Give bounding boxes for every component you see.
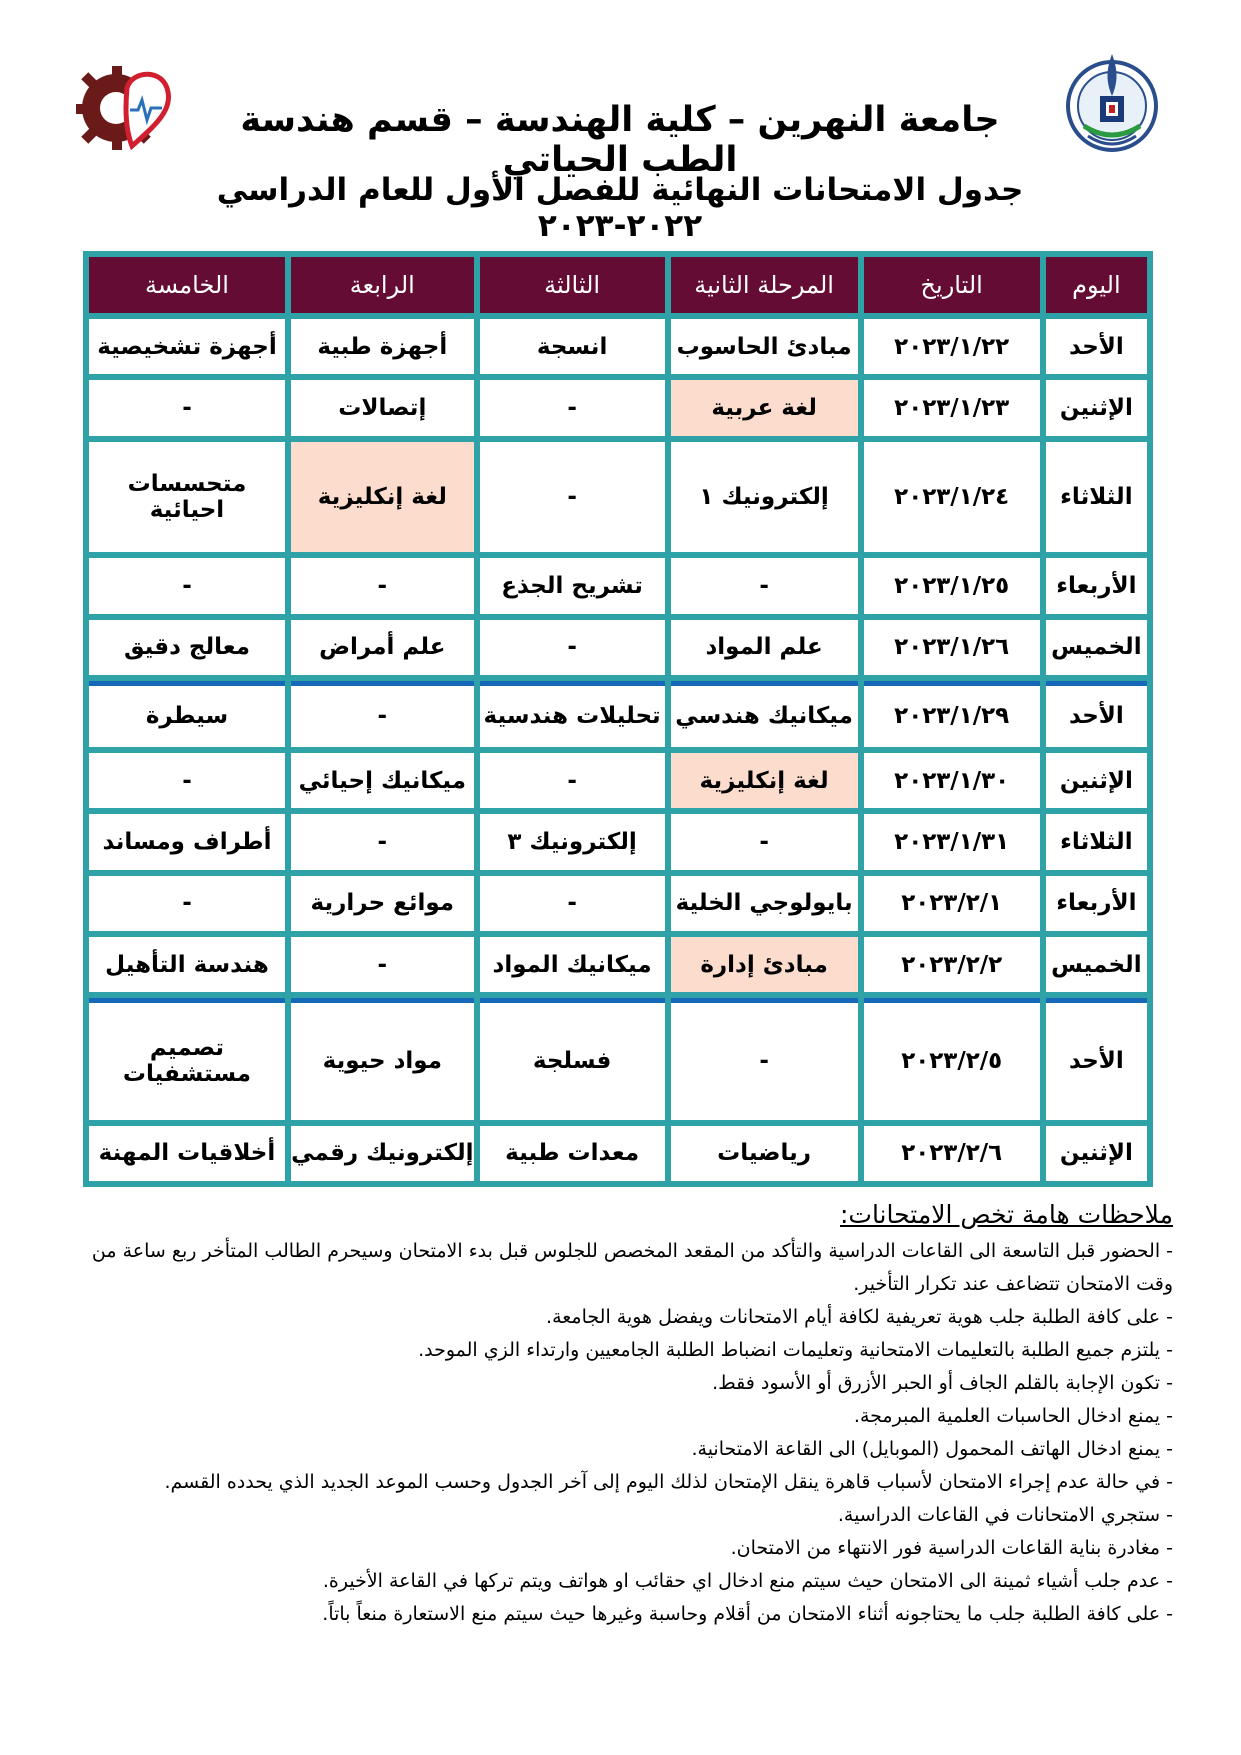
day-cell: الأربعاء: [1046, 558, 1147, 613]
day-cell: الأربعاء: [1046, 876, 1147, 931]
date-cell: ٢٠٢٣/٢/٢: [864, 937, 1040, 992]
date-cell: ٢٠٢٣/١/٢٤: [864, 442, 1040, 553]
list-item: - على كافة الطلبة جلب هوية تعريفية لكافة أيام الامتحانات ويفضل هوية الجامعة.: [546, 1306, 1173, 1328]
date-cell: ٢٠٢٣/١/٢٩: [864, 681, 1040, 747]
stage-4-cell: موائع حرارية: [291, 876, 474, 931]
date-cell: ٢٠٢٣/٢/٥: [864, 998, 1040, 1119]
date-cell: ٢٠٢٣/١/٣٠: [864, 753, 1040, 808]
stage-3-cell: تحليلات هندسية: [480, 681, 665, 747]
day-cell: الأحد: [1046, 998, 1147, 1119]
stage-5-cell: -: [89, 380, 285, 435]
table-row: [89, 558, 1147, 613]
stage-5-cell: -: [89, 558, 285, 613]
stage-2-cell: مبادئ إدارة: [671, 937, 858, 992]
stage-5-cell: تصميم مستشفيات: [89, 998, 285, 1119]
list-item: - مغادرة بناية القاعات الدراسية فور الانتهاء من الامتحان.: [730, 1537, 1173, 1559]
stage-2-cell: -: [671, 814, 858, 869]
stage-4-cell: -: [291, 681, 474, 747]
table-row: [89, 1126, 1147, 1181]
list-item: - ستجري الامتحانات في القاعات الدراسية.: [837, 1504, 1173, 1526]
day-cell: الخميس: [1046, 620, 1147, 675]
exam-schedule-table: [83, 251, 1153, 1187]
stage-3-cell: إلكترونيك ٣: [480, 814, 665, 869]
stage-3-cell: -: [480, 380, 665, 435]
notes-list: [70, 1235, 1173, 1631]
stage-3-cell: -: [480, 620, 665, 675]
table-row: [89, 876, 1147, 931]
day-cell: الثلاثاء: [1046, 814, 1147, 869]
department-logo: [72, 50, 182, 160]
column-header-stage-4: الرابعة: [291, 257, 474, 313]
list-item: - تكون الإجابة بالقلم الجاف أو الحبر الأزرق أو الأسود فقط.: [712, 1372, 1173, 1394]
stage-4-cell: ميكانيك إحيائي: [291, 753, 474, 808]
stage-3-cell: -: [480, 753, 665, 808]
day-cell: الأحد: [1046, 681, 1147, 747]
date-cell: ٢٠٢٣/١/٢٢: [864, 319, 1040, 374]
column-header-stage-5: الخامسة: [89, 257, 285, 313]
stage-5-cell: -: [89, 876, 285, 931]
stage-2-cell: لغة عربية: [671, 380, 858, 435]
stage-2-cell: رياضيات: [671, 1126, 858, 1181]
date-cell: ٢٠٢٣/١/٢٣: [864, 380, 1040, 435]
table-header-row: [89, 257, 1147, 313]
table-row: [89, 937, 1147, 992]
university-emblem: [1062, 48, 1162, 168]
table-row: [89, 998, 1147, 1119]
stage-4-cell: إلكترونيك رقمي: [291, 1126, 474, 1181]
list-item: - على كافة الطلبة جلب ما يحتاجونه أثناء الامتحان من أقلام وحاسبة وغيرها حيث سيتم منع الاستعارة منعاً باتاً.: [322, 1603, 1173, 1625]
stage-2-cell: ميكانيك هندسي: [671, 681, 858, 747]
stage-2-cell: -: [671, 998, 858, 1119]
table-row: [89, 442, 1147, 553]
date-cell: ٢٠٢٣/١/٣١: [864, 814, 1040, 869]
stage-2-cell: إلكترونيك ١: [671, 442, 858, 553]
stage-3-cell: تشريح الجذع: [480, 558, 665, 613]
stage-3-cell: فسلجة: [480, 998, 665, 1119]
table-row: [89, 753, 1147, 808]
stage-2-cell: علم المواد: [671, 620, 858, 675]
table-row: [89, 620, 1147, 675]
list-item: - في حالة عدم إجراء الامتحان لأسباب قاهرة ينقل الإمتحان لذلك اليوم إلى آخر الجدول وحسب الموعد الجديد الذي يحدده القسم.: [164, 1471, 1173, 1493]
date-cell: ٢٠٢٣/٢/١: [864, 876, 1040, 931]
table-row: [89, 319, 1147, 374]
stage-5-cell: أجهزة تشخيصية: [89, 319, 285, 374]
stage-5-cell: متحسسات احيائية: [89, 442, 285, 553]
stage-4-cell: مواد حيوية: [291, 998, 474, 1119]
page-subtitle: جدول الامتحانات النهائية للفصل الأول للعام الدراسي ٢٠٢٢-٢٠٢٣: [216, 172, 1024, 244]
list-item: - يلتزم جميع الطلبة بالتعليمات الامتحانية وتعليمات انضباط الطلبة الجامعيين وارتداء الزي الموحد.: [418, 1339, 1173, 1361]
table-row: [89, 681, 1147, 747]
stage-3-cell: انسجة: [480, 319, 665, 374]
stage-4-cell: -: [291, 558, 474, 613]
day-cell: الإثنين: [1046, 1126, 1147, 1181]
stage-3-cell: -: [480, 876, 665, 931]
stage-5-cell: أخلاقيات المهنة: [89, 1126, 285, 1181]
day-cell: الأحد: [1046, 319, 1147, 374]
page-title: جامعة النهرين – كلية الهندسة – قسم هندسة الطب الحياتي: [240, 100, 1000, 180]
stage-4-cell: إتصالات: [291, 380, 474, 435]
stage-2-cell: بايولوجي الخلية: [671, 876, 858, 931]
stage-5-cell: -: [89, 753, 285, 808]
stage-5-cell: معالج دقيق: [89, 620, 285, 675]
stage-4-cell: -: [291, 937, 474, 992]
date-cell: ٢٠٢٣/١/٢٥: [864, 558, 1040, 613]
column-header-stage-3: الثالثة: [480, 257, 665, 313]
stage-4-cell: علم أمراض: [291, 620, 474, 675]
day-cell: الإثنين: [1046, 380, 1147, 435]
stage-2-cell: مبادئ الحاسوب: [671, 319, 858, 374]
day-cell: الثلاثاء: [1046, 442, 1147, 553]
list-item: - يمنع ادخال الهاتف المحمول (الموبايل) الى القاعة الامتحانية.: [691, 1438, 1173, 1460]
exam-notes: [70, 1200, 1173, 1631]
stage-4-cell: أجهزة طبية: [291, 319, 474, 374]
stage-4-cell: -: [291, 814, 474, 869]
day-cell: الخميس: [1046, 937, 1147, 992]
stage-3-cell: -: [480, 442, 665, 553]
date-cell: ٢٠٢٣/٢/٦: [864, 1126, 1040, 1181]
stage-5-cell: أطراف ومساند: [89, 814, 285, 869]
day-cell: الإثنين: [1046, 753, 1147, 808]
stage-2-cell: -: [671, 558, 858, 613]
table-row: [89, 380, 1147, 435]
column-header-day: اليوم: [1046, 257, 1147, 313]
table-row: [89, 814, 1147, 869]
column-header-stage-2: المرحلة الثانية: [671, 257, 858, 313]
list-item: - الحضور قبل التاسعة الى القاعات الدراسية والتأكد من المقعد المخصص للجلوس قبل بدء الامتحان وسيحرم الطالب المتأخر ربع ساعة من وقت الامتحان تتضاعف عند تكرار التأخير.: [91, 1240, 1173, 1295]
stage-3-cell: معدات طبية: [480, 1126, 665, 1181]
notes-title: ملاحظات هامة تخص الامتحانات:: [839, 1200, 1173, 1229]
stage-4-cell: لغة إنكليزية: [291, 442, 474, 553]
stage-5-cell: سيطرة: [89, 681, 285, 747]
stage-3-cell: ميكانيك المواد: [480, 937, 665, 992]
list-item: - يمنع ادخال الحاسبات العلمية المبرمجة.: [853, 1405, 1173, 1427]
date-cell: ٢٠٢٣/١/٢٦: [864, 620, 1040, 675]
stage-2-cell: لغة إنكليزية: [671, 753, 858, 808]
stage-5-cell: هندسة التأهيل: [89, 937, 285, 992]
column-header-date: التاريخ: [864, 257, 1040, 313]
list-item: - عدم جلب أشياء ثمينة الى الامتحان حيث سيتم منع ادخال اي حقائب او هواتف ويتم تركها في القاعة الأخيرة.: [322, 1570, 1173, 1592]
